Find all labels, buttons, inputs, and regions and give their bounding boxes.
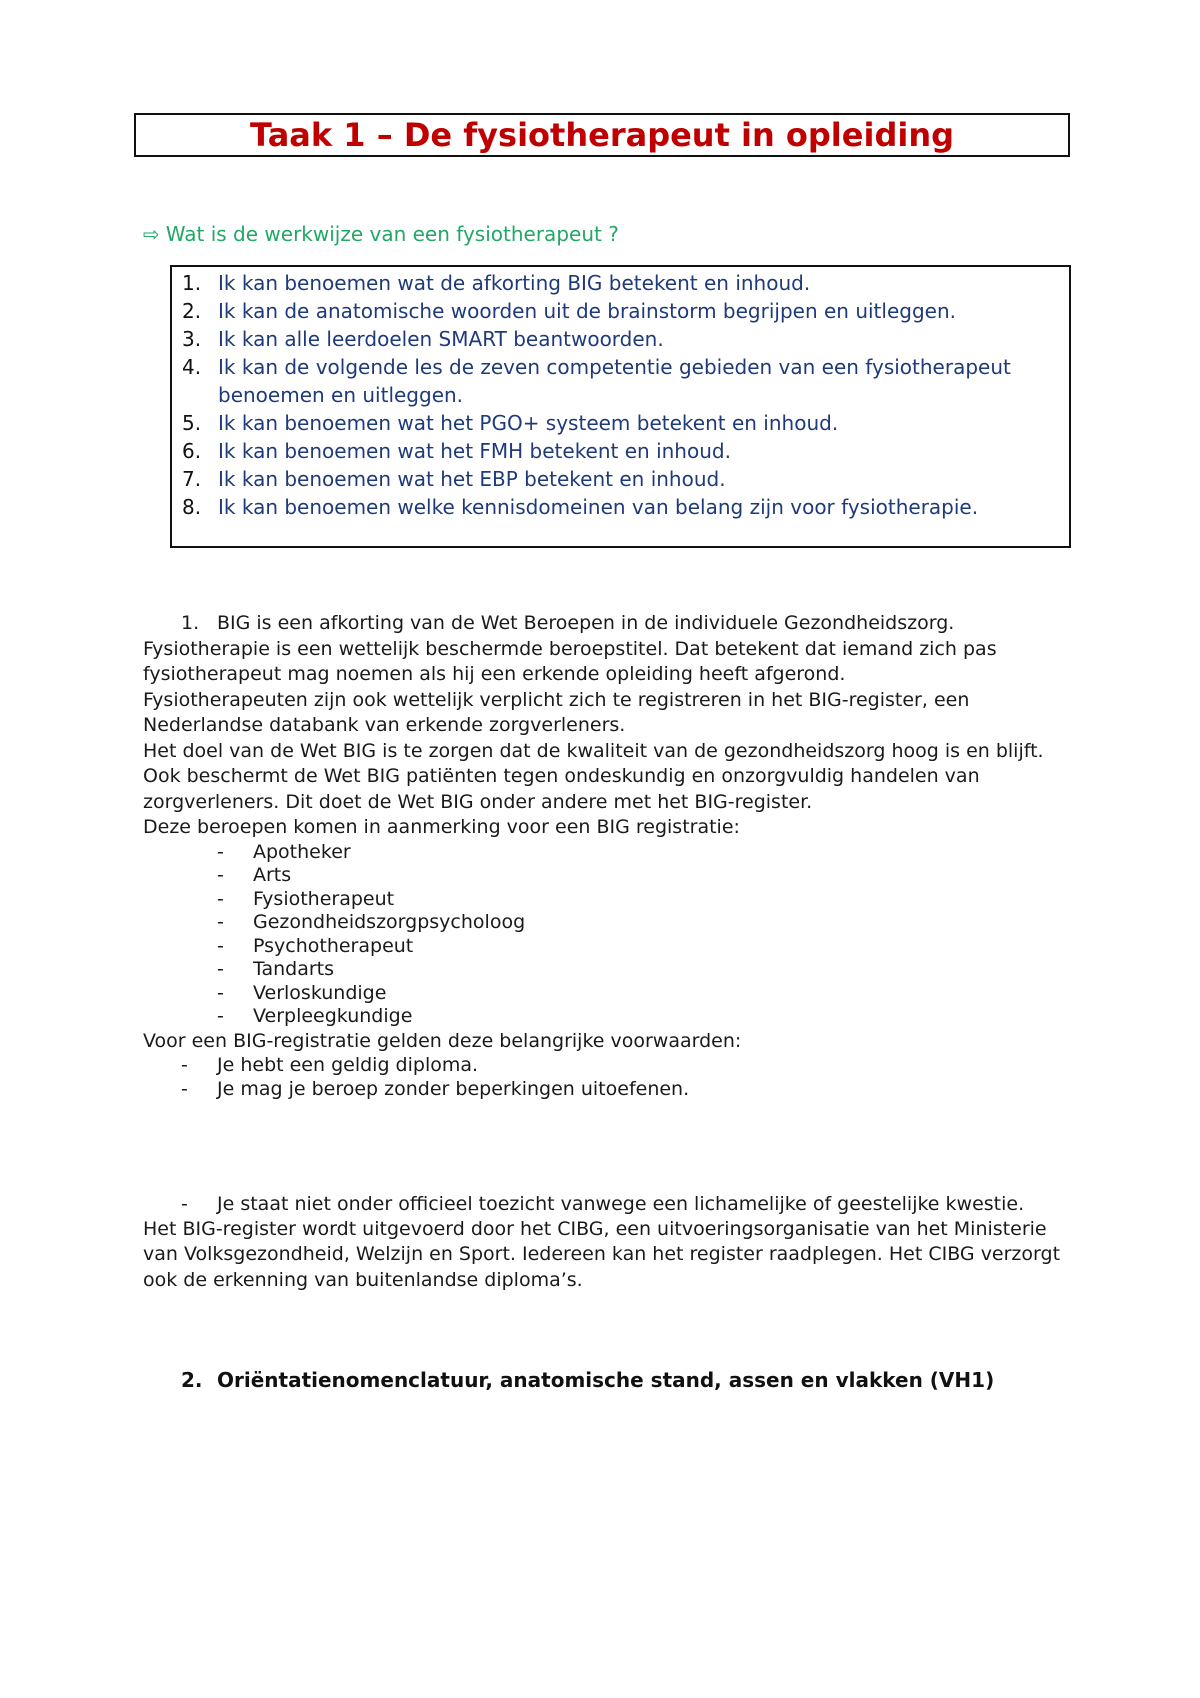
learning-goal-item — [182, 409, 1059, 437]
spacer — [143, 1101, 1078, 1193]
profession-item — [143, 935, 1078, 959]
arrow-icon: ⇨ — [143, 222, 160, 246]
paragraph: Fysiotherapie is een wettelijk beschermde beroepstitel. Dat betekent dat iemand zich pas fysiotherapeut mag noemen als hij een erkende opleiding heeft afgerond. — [143, 637, 997, 685]
dash-bullet: - — [217, 864, 224, 886]
goal-number: 7. — [182, 467, 202, 491]
paragraph: Het BIG-register wordt uitgevoerd door het CIBG, een uitvoeringsorganisatie van het Ministerie van Volksgezondheid, Welzijn en Sport. Iedereen kan het register raadplegen. Het CIBG verzorgt ook de erkenning van buitenlandse diploma’s. — [143, 1217, 1061, 1291]
profession-item-text: Tandarts — [253, 958, 335, 980]
paragraph: Het doel van de Wet BIG is te zorgen dat de kwaliteit van de gezondheidszorg hoog is en blijft. Ook beschermt de Wet BIG patiënten tegen ondeskundig en onzorgvuldig handelen van zorgverleners. Dit doet de Wet BIG onder andere met het BIG-register. — [143, 739, 1044, 813]
goal-text: Ik kan benoemen wat de afkorting BIG betekent en inhoud. — [218, 271, 811, 295]
goal-text: Ik kan de volgende les de zeven competentie gebieden van een fysiotherapeut benoemen en uitleggen. — [218, 355, 1011, 407]
section-2-heading: 2. Oriëntatienomenclatuur, anatomische stand, assen en vlakken (VH1) — [181, 1368, 995, 1392]
learning-goal-item — [182, 353, 1059, 409]
condition-item — [143, 1193, 1078, 1217]
learning-goal-item — [182, 269, 1059, 297]
profession-item-text: Gezondheidszorgpsycholoog — [253, 911, 526, 933]
dash-bullet: - — [217, 1005, 224, 1027]
answer-1-first-line: 1. BIG is een afkorting van de Wet Beroepen in de individuele Gezondheidszorg. — [143, 611, 1078, 637]
profession-item-text: Arts — [253, 864, 292, 886]
learning-goal-item — [182, 437, 1059, 465]
profession-item-text: Verpleegkundige — [253, 1005, 413, 1027]
goal-number: 4. — [182, 355, 202, 379]
professions-intro: Deze beroepen komen in aanmerking voor een BIG registratie: — [143, 816, 740, 838]
goal-text: Ik kan benoemen wat het PGO+ systeem betekent en inhoud. — [218, 411, 839, 435]
profession-item-text: Psychotherapeut — [253, 934, 414, 957]
conditions-list — [143, 1054, 1078, 1101]
profession-item — [143, 982, 1078, 1006]
learning-goals-list — [182, 269, 1059, 521]
goal-number: 3. — [182, 327, 202, 351]
question-text: Wat is de werkwijze van een fysiotherapeut ? — [165, 222, 619, 246]
dash-bullet: - — [181, 1193, 188, 1215]
dash-bullet: - — [217, 840, 224, 863]
answer-1 — [143, 611, 1078, 1293]
dash-bullet: - — [217, 934, 224, 957]
title-box — [134, 113, 1070, 157]
profession-item — [143, 841, 1078, 865]
profession-item — [143, 888, 1078, 912]
dash-bullet: - — [217, 887, 224, 910]
condition-item-text: Je staat niet onder officieel toezicht vanwege een lichamelijke of geestelijke kwestie. — [217, 1193, 1025, 1215]
conditions-intro: Voor een BIG-registratie gelden deze belangrijke voorwaarden: — [143, 1029, 742, 1052]
dash-bullet: - — [217, 981, 224, 1004]
goal-text: Ik kan benoemen welke kennisdomeinen van belang zijn voor fysiotherapie. — [218, 495, 979, 519]
conditions-list-continued — [143, 1193, 1078, 1217]
learning-goals-box — [170, 265, 1071, 548]
paragraph: Fysiotherapeuten zijn ook wettelijk verplicht zich te registreren in het BIG-register, een Nederlandse databank van erkende zorgverleners. — [143, 688, 970, 736]
goal-number: 1. — [182, 271, 202, 295]
condition-item — [143, 1054, 1078, 1078]
profession-item — [143, 911, 1078, 935]
learning-goal-item — [182, 325, 1059, 353]
question-line — [143, 220, 619, 248]
goal-number: 8. — [182, 495, 202, 519]
profession-item-text: Verloskundige — [253, 981, 387, 1004]
profession-item-text: Fysiotherapeut — [253, 887, 395, 910]
dash-bullet: - — [181, 1054, 188, 1076]
goal-text: Ik kan alle leerdoelen SMART beantwoorden. — [218, 327, 664, 351]
condition-item-text: Je mag je beroep zonder beperkingen uitoefenen. — [217, 1077, 690, 1100]
learning-goal-item — [182, 465, 1059, 493]
profession-item — [143, 864, 1078, 888]
goal-text: Ik kan benoemen wat het EBP betekent en inhoud. — [218, 467, 726, 491]
section-number: 2. — [181, 1368, 203, 1392]
goal-text: Ik kan benoemen wat het FMH betekent en inhoud. — [218, 439, 731, 463]
goal-number: 2. — [182, 299, 202, 323]
condition-item-text: Je hebt een geldig diploma. — [217, 1054, 479, 1076]
profession-item — [143, 958, 1078, 982]
goal-number: 6. — [182, 439, 202, 463]
dash-bullet: - — [217, 958, 224, 980]
dash-bullet: - — [181, 1077, 188, 1100]
learning-goal-item — [182, 493, 1059, 521]
answer-number: 1. — [181, 612, 200, 634]
profession-item-text: Apotheker — [253, 840, 351, 863]
dash-bullet: - — [217, 911, 224, 933]
professions-list — [143, 841, 1078, 1029]
profession-item — [143, 1005, 1078, 1029]
goal-text: Ik kan de anatomische woorden uit de brainstorm begrijpen en uitleggen. — [218, 299, 956, 323]
goal-number: 5. — [182, 411, 202, 435]
document-title: Taak 1 – De fysiotherapeut in opleiding — [249, 116, 954, 154]
condition-item — [143, 1078, 1078, 1102]
learning-goal-item — [182, 297, 1059, 325]
